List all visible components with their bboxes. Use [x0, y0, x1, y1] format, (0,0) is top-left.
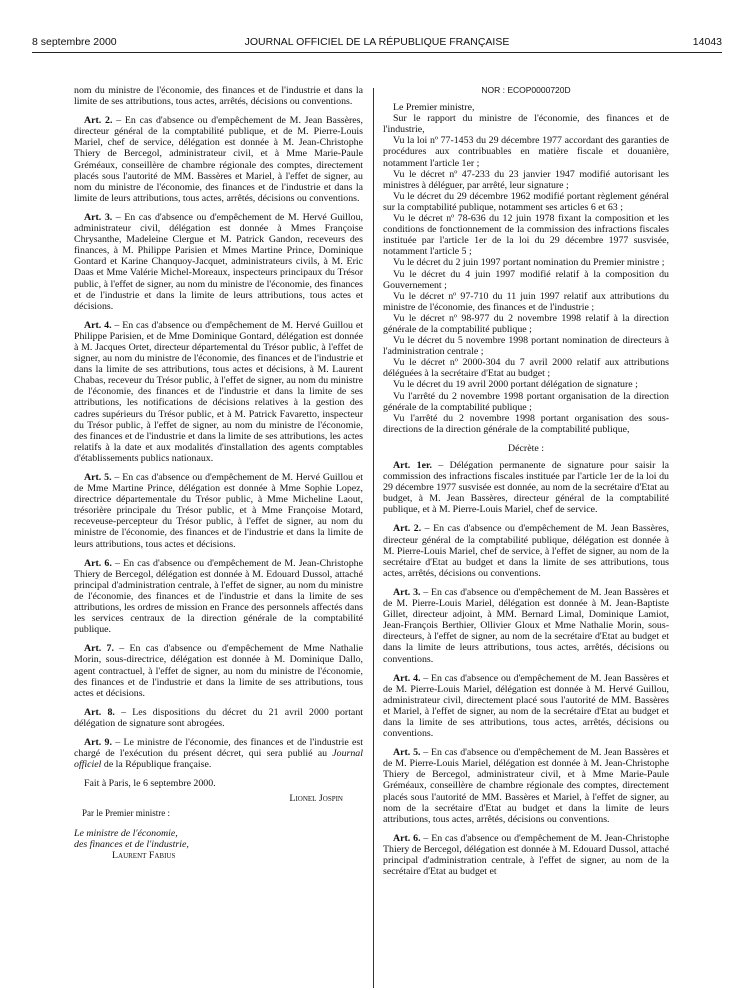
article-text: – En cas d'absence ou d'empêchement de M. Jean Bassères et de M. Pierre-Louis Mariel, délégation est donnée à M. Jean-Baptiste Gillet, directeur adjoint, à MM. Bernard Limal, Dominique Lamiot, Jean-François Berthier, Ollivier Gloux et Mme Nathalie Morin, sous-directeurs, à l'effet de signer, au nom de la secrétaire d'Etat au budget et dans la limite de leurs attributions, tous actes, arrêtés, décisions ou conventions. — [383, 586, 669, 665]
article-paragraph — [383, 587, 669, 665]
page-header — [32, 36, 722, 52]
article-text: – En cas d'absence ou d'empêchement de M. Jean Bassères, directeur général de la comptabilité publique, délégation est donnée à M. Pierre-Louis Mariel, chef de service, à l'effet de signer, au nom de la secrétaire d'Etat au budget et dans la limite de ses attributions, tous actes, arrêtés, décisions ou conventions. — [383, 523, 670, 579]
visa-item: Sur le rapport du ministre de l'économie, des finances et de l'industrie, — [383, 113, 669, 136]
page-number: 14043 — [692, 36, 722, 48]
article-label: Art. 2. — [84, 115, 113, 127]
article-text: – En cas d'absence ou d'empêchement de M. Jean Bassères et de M. Pierre-Louis Mariel, délégation est donnée à M. Hervé Guillou, administrateur civil, directement placé sous l'autorité de MM. Bassères et Mariel, à l'effet de signer, au nom de la secrétaire d'Etat au budget et dans la limite de ses attributions, tous actes, arrêtés, décisions ou conventions. — [383, 672, 669, 740]
minister-title-line-2: des finances et de l'industrie, — [74, 838, 189, 850]
article-paragraph — [74, 643, 363, 698]
article-label: Art. 4. — [393, 672, 421, 684]
article-label: Art. 7. — [84, 643, 114, 655]
article-label: Art. 3. — [84, 211, 113, 223]
visa-item: Vu la loi nº 77-1453 du 29 décembre 1977 accordant des garanties de procédures aux contribuables en matière fiscale et douanière, notamment l'article 1er ; — [383, 135, 669, 169]
column-rule — [373, 88, 374, 988]
signatory-prime-minister: Lionel Jospin — [289, 793, 343, 805]
article-label: Art. 5. — [393, 747, 421, 759]
right-articles — [383, 460, 669, 877]
article-label: Art. 8. — [84, 706, 115, 718]
article-label: Art. 6. — [393, 832, 421, 844]
article-text: – En cas d'absence ou d'empêchement de M. Jean-Christophe Thiery de Bercegol, délégation est donnée à M. Edouard Dussol, attaché principal d'administration centrale, à l'effet de signer, au nom du ministre de l'économie, des finances et de l'industrie et dans la limite de ses attributions, les ordres de mission en France des personnels affectés dans les services centraux de la direction générale de la comptabilité publique. — [74, 557, 363, 636]
visa-list — [383, 113, 669, 435]
article-label: Art. 1er. — [393, 460, 432, 471]
article-paragraph — [74, 558, 363, 636]
article-paragraph — [383, 673, 669, 740]
article-text: – En cas d'absence ou d'empêchement de M. Jean Bassères, directeur général de la comptabilité publique, et de M. Pierre-Louis Mariel, chef de service, délégation est donnée à M. Jean-Christophe Thiery de Bercegol, administrateur civil, et à Mme Marie-Paule Gréméaux, conseillère de chambre régionale des comptes, directement placés sous l'autorité de MM. Bassères et Mariel, à l'effet de signer, au nom du ministre de l'économie, des finances et de l'industrie et dans la limite de leurs attributions, tous actes, arrêtés, décisions ou conventions. — [74, 115, 363, 204]
article-paragraph — [383, 460, 669, 515]
article-text: – En cas d'absence ou d'empêchement de Mme Nathalie Morin, sous-directrice, délégation est donnée à M. Dominique Dallo, agent contractuel, à l'effet de signer, au nom du ministre de l'économie, des finances et de l'industrie et dans la limite de ses attributions, tous actes et décisions. — [74, 643, 363, 699]
decrete-heading: Décrète : — [508, 442, 544, 454]
visa-item: Vu le décret nº 2000-304 du 7 avril 2000 relatif aux attributions déléguées à la secrétaire d'Etat au budget ; — [383, 357, 669, 380]
nor-reference: NOR : ECOP0000720D — [481, 85, 571, 95]
article-text: – En cas d'absence ou d'empêchement de M. Jean Bassères et de M. Pierre-Louis Mariel, délégation est donnée à M. Jean-Christophe Thiery de Bercegol, administrateur civil, et à Mme Marie-Paule Gréméaux, conseillère de chambre régionale des comptes, directement placés sous l'autorité de MM. Bassères et Mariel, à l'effet de signer, au nom de la secrétaire d'Etat au budget et dans la limite de leurs attributions, tous actes, arrêtés, décisions ou conventions. — [383, 747, 669, 825]
visa-item: Vu le décret nº 97-710 du 11 juin 1997 relatif aux attributions du ministre de l'économie, des finances et de l'industrie ; — [383, 290, 669, 313]
header-rule — [32, 52, 722, 53]
article-paragraph — [383, 747, 669, 825]
journal-title: JOURNAL OFFICIEL DE LA RÉPUBLIQUE FRANÇAISE — [244, 36, 510, 48]
par-le-premier-ministre: Par le Premier ministre : — [82, 808, 170, 819]
article-paragraph — [74, 115, 363, 204]
article-paragraph — [74, 320, 363, 464]
visa-item: Vu le décret du 4 juin 1997 modifié relatif à la composition du Gouvernement ; — [383, 268, 669, 291]
visa-item: Vu l'arrêté du 2 novembre 1998 portant organisation des sous-directions de la direction générale de la comptabilité publique, — [383, 412, 669, 435]
article-paragraph — [74, 212, 363, 312]
minister-title-line-1: Le ministre de l'économie, — [74, 827, 178, 839]
fait-a-paris: Fait à Paris, le 6 septembre 2000. — [84, 778, 216, 790]
minister-name: Laurent Fabius — [112, 849, 176, 861]
article-label: Art. 6. — [84, 557, 112, 569]
article-label: Art. 9. — [84, 736, 112, 748]
opening-line: Le Premier ministre, — [393, 102, 475, 114]
article-paragraph — [74, 707, 363, 729]
visa-item: Vu le décret du 19 avril 2000 portant délégation de signature ; — [393, 379, 638, 391]
header-date: 8 septembre 2000 — [32, 36, 117, 48]
article-label: Art. 2. — [393, 523, 422, 535]
visa-item: Vu l'arrêté du 2 novembre 1998 portant organisation de la direction générale de la comptabilité publique ; — [383, 390, 669, 413]
article-text: – En cas d'absence ou d'empêchement de M. Hervé Guillou et Philippe Parisien, et de Mme Dominique Gontard, délégation est donnée à M. Jacques Ortet, directeur départemental du Trésor public, à l'effet de signer, au nom du ministre de l'économie, des finances et de l'industrie et dans la limite de ses attributions, tous actes et décisions, à M. Laurent Chabas, receveur du Trésor public, à l'effet de signer, au nom du ministre de l'économie, des finances et de l'industrie et dans la limite de ses attributions, les notifications de décisions relatives à la gestion des cadres supérieurs du Trésor public, et à M. Patrick Favaretto, inspecteur du Trésor public, à l'effet de signer, au nom du ministre de l'économie, des finances et de l'industrie et dans la limite de ses attributions, les actes relatifs à la date et aux modalités d'installation des agents comptables d'établissements publics nationaux. — [74, 319, 363, 464]
article-label: Art. 4. — [84, 319, 112, 331]
article-9 — [74, 737, 363, 770]
left-column — [74, 85, 363, 869]
visa-item: Vu le décret du 29 décembre 1962 modifié portant règlement général sur la comptabilité publique, notamment ses articles 6 et 63 ; — [383, 190, 669, 213]
article-text: – En cas d'absence ou d'empêchement de M. Jean-Christophe Thiery de Bercegol, délégation est donnée à M. Edouard Dussol, attaché principal d'administration centrale, à l'effet de signer, au nom de la secrétaire d'Etat au budget et — [383, 832, 670, 878]
article-text: – En cas d'absence ou d'empêchement de M. Hervé Guillou et de Mme Martine Prince, délégation est donnée à Mme Sophie Lopez, directrice départementale du Trésor public, à Mme Micheline Laout, trésorière principale du Trésor public, et à Mme Françoise Motard, receveuse-percepteur du Trésor public, à l'effet de signer, au nom du ministre de l'économie, des finances et de l'industrie et dans la limite de leurs attributions, tous actes et décisions. — [74, 472, 363, 550]
right-column — [383, 85, 669, 885]
visa-item: Vu le décret nº 47-233 du 23 janvier 1947 modifié autorisant les ministres à déléguer, par arrêté, leur signature ; — [383, 168, 669, 191]
article-paragraph — [74, 472, 363, 550]
article-paragraph — [383, 833, 669, 877]
left-articles — [74, 115, 363, 729]
visa-item: Vu le décret nº 98-977 du 2 novembre 1998 relatif à la direction générale de la comptabilité publique ; — [383, 312, 669, 335]
article-paragraph — [383, 523, 669, 578]
article-text: de la République française. — [101, 759, 212, 771]
journal-officiel-ref: Journal officiel — [74, 748, 363, 771]
visa-item: Vu le décret nº 78-636 du 12 juin 1978 fixant la composition et les conditions de fonctionnement de la commission des infractions fiscales instituée par l'article 1er de la loi du 29 décembre 1977 susvisée, notamment l'article 5 ; — [383, 213, 669, 258]
article-text: – En cas d'absence ou d'empêchement de M. Hervé Guillou, administrateur civil, délégation est donnée à Mmes Françoise Chrysanthe, Madeleine Clergue et M. Patrick Gandon, receveurs des finances, à M. Philippe Parisien et Mmes Martine Prince, Dominique Gontard et Karine Chanquoy-Jacquet, administrateurs civils, à M. Eric Daas et Mme Valérie Michel-Moreaux, inspecteurs principaux du Trésor public, à l'effet de signer, au nom du ministre de l'économie, des finances et de l'industrie et dans la limite de leurs attributions, tous actes et décisions. — [74, 211, 363, 312]
visa-item: Vu le décret du 2 juin 1997 portant nomination du Premier ministre ; — [393, 257, 665, 269]
intro-paragraph: nom du ministre de l'économie, des finances et de l'industrie et dans la limite de ses attributions, tous actes, arrêtés, décisions ou conventions. — [74, 85, 363, 108]
article-text: – Le ministre de l'économie, des finances et de l'industrie est chargé de l'exécution du présent décret, qui sera publié au — [74, 736, 363, 760]
visa-item: Vu le décret du 5 novembre 1998 portant nomination de directeurs à l'administration centrale ; — [383, 335, 669, 358]
article-label: Art. 3. — [393, 586, 421, 598]
article-label: Art. 5. — [84, 472, 112, 483]
article-text: – Les dispositions du décret du 21 avril 2000 portant délégation de signature sont abrogées. — [74, 706, 363, 729]
article-text: – Délégation permanente de signature pour saisir la commission des infractions fiscales instituée par l'article 1er de la loi du 29 décembre 1977 susvisée est donnée, au nom de la secrétaire d'Etat au budget, à M. Jean Bassères, directeur général de la comptabilité publique, et à M. Pierre-Louis Mariel, chef de service. — [383, 460, 669, 516]
